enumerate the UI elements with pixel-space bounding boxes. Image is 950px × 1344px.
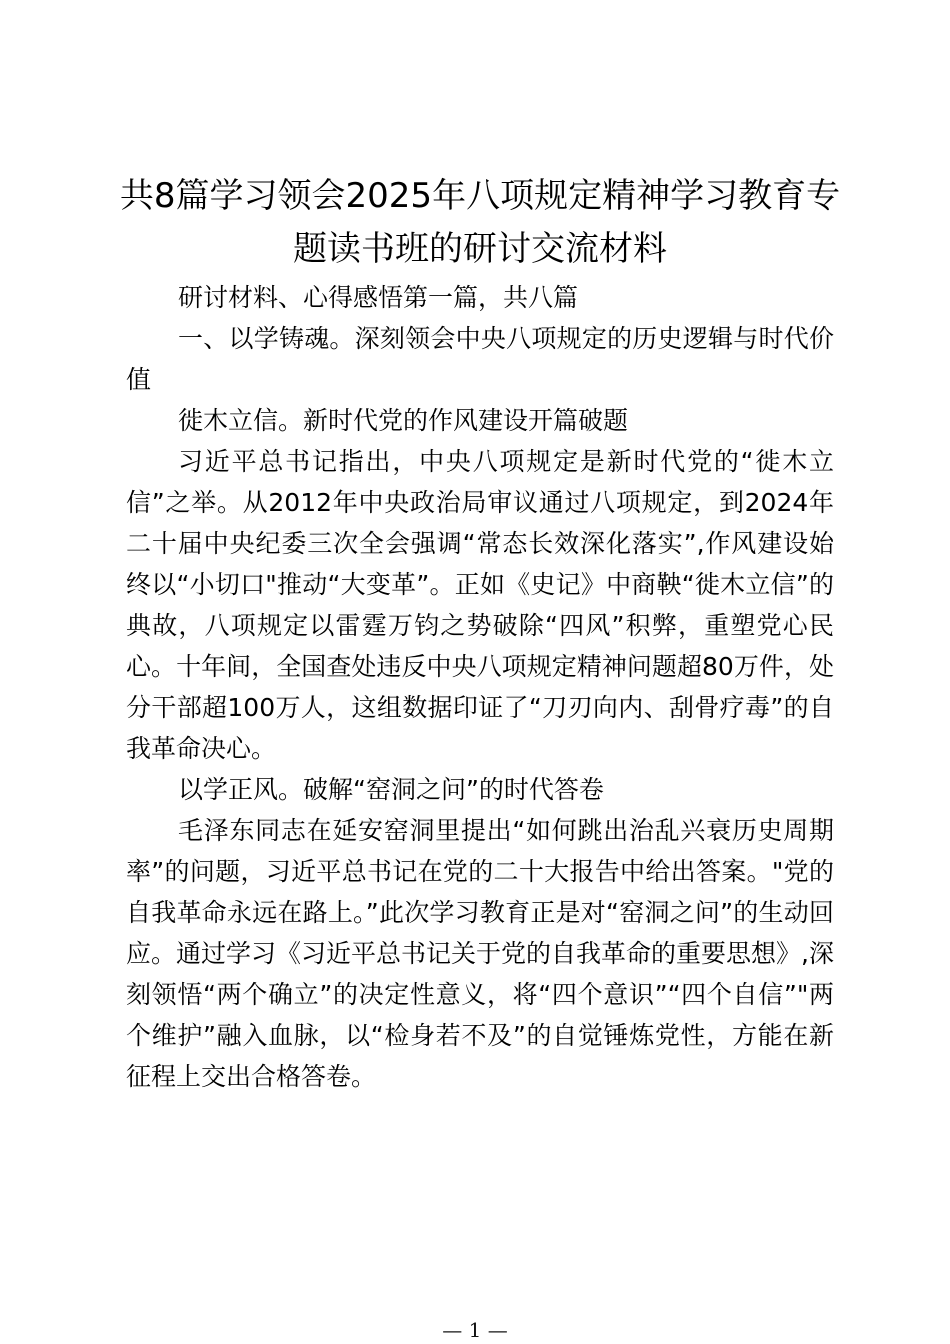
subheading-1: 徙木立信。新时代党的作风建设开篇破题 [178,406,629,435]
section-heading-1: 一、以学铸魂。深刻领会中央八项规定的历史逻辑与时代价值 [126,324,834,394]
page-number: — 1 — [442,1318,508,1342]
paragraph-body-2: 毛泽东同志在延安窑洞里提出“如何跳出治乱兴衰历史周期率”的问题，习近平总书记在党的二十大报告中给出答案。"党的自我革命永远在路上。”此次学习教育正是对“窑洞之问”的生动回应。通过学习《习近平总书记关于党的自我革命的重要思想》,深刻领悟“两个确立”的决定性意义，将“四个意识”“四个自信”"两个维护”融入血脉，以“检身若不及”的自觉锤炼党性，方能在新征程上交出合格答卷。 [126,816,834,1091]
document-body [126,277,834,1097]
paragraph-subtitle: 研讨材料、心得感悟第一篇，共八篇 [178,283,579,312]
document-title: 共8篇学习领会2025年八项规定精神学习教育专题读书班的研讨交流材料 [119,176,841,269]
subheading-2: 以学正风。破解“窑洞之问”的时代答卷 [178,775,604,804]
paragraph-body-1: 习近平总书记指出，中央八项规定是新时代党的“徙木立信”之举。从2012年中央政治局审议通过八项规定，到2024年二十届中央纪委三次全会强调“常态长效深化落实”,作风建设始终以“小切口"推动“大变革”。正如《史记》中商鞅“徙木立信”的典故，八项规定以雷霆万钧之势破除“四风”积弊，重塑党心民心。十年间，全国查处违反中央八项规定精神问题超80万件，处分干部超100万人，这组数据印证了“刀刃向内、刮骨疗毒”的自我革命决心。 [126,447,834,763]
